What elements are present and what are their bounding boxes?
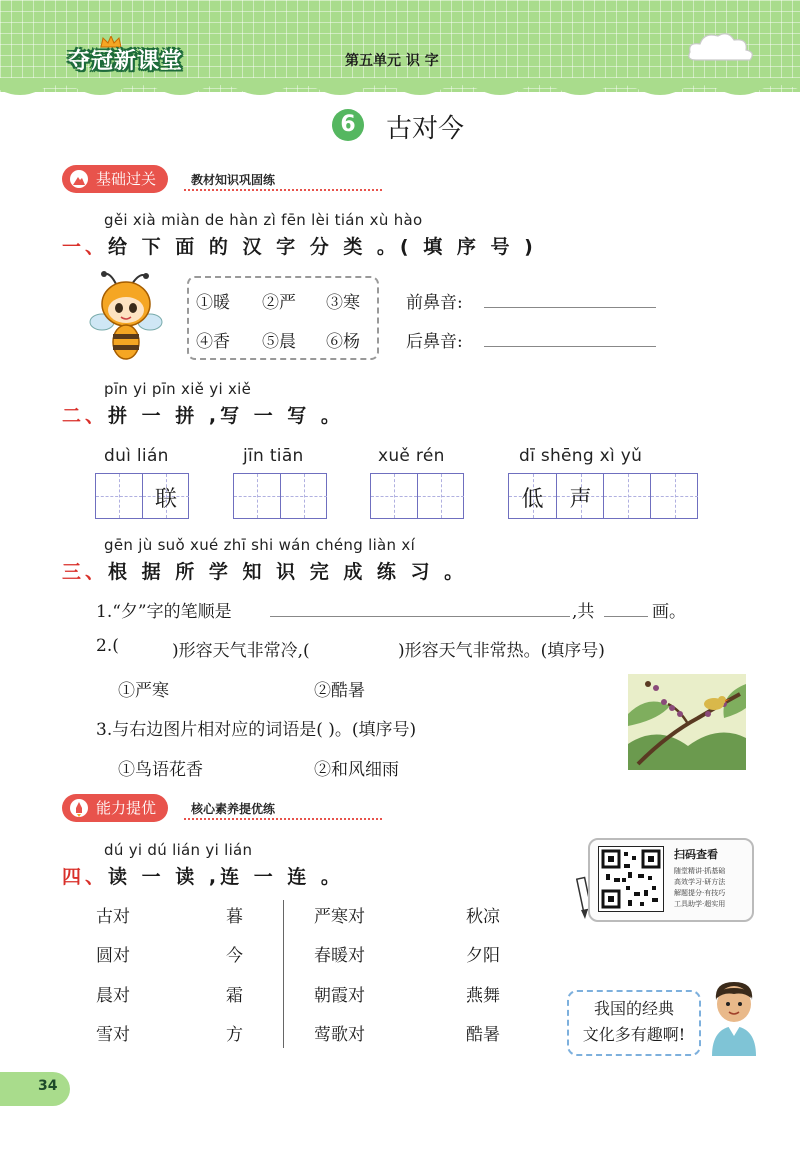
bird-on-branch-picture [628, 674, 746, 770]
q3-title [62, 557, 467, 584]
match-left-item[interactable]: 莺歌对 [314, 1025, 365, 1045]
rocket-icon [70, 799, 88, 817]
q2-group4-pinyin: dī shēng xì yǔ [519, 446, 643, 466]
qr-label: 扫码查看 [674, 848, 718, 861]
q3-item3-option1: ①鸟语花香 [118, 760, 203, 780]
q4-pinyin: dú yi dú lián yi lián [104, 841, 253, 859]
lesson-number-badge: 6 [332, 109, 364, 141]
section-badge-label: 能力提优 [96, 799, 157, 817]
match-right-item[interactable]: 今 [226, 946, 243, 966]
speech-line-2: 文化多有趣啊! [582, 1025, 686, 1044]
qr-feature: 随堂精讲·抓基础 [674, 867, 726, 875]
lesson-title: 古对今 [386, 114, 465, 144]
cloud-icon [686, 30, 756, 64]
section-subtitle: 教材知识巩固练 [191, 173, 276, 187]
q3-item3-text: 3.与右边图片相对应的词语是( )。(填序号) [96, 720, 417, 740]
q2-number: 二、 [62, 405, 109, 427]
match-left-item[interactable]: 晨对 [96, 986, 130, 1006]
q3-item2-option2: ②酷暑 [314, 681, 365, 701]
qr-code-card[interactable] [588, 838, 754, 922]
match-right-item[interactable]: 夕阳 [466, 946, 500, 966]
option-1: ①暖 [196, 293, 230, 313]
q2-group3-pinyin: xuě rén [378, 446, 445, 466]
writing-grid-3[interactable] [370, 473, 464, 519]
section-badge-advanced [62, 794, 168, 822]
q3-item2-end: )形容天气非常热。(填序号) [398, 641, 605, 661]
q3-item2-middle: )形容天气非常冷,( [172, 641, 310, 661]
qr-feature: 工具助学·超实用 [674, 900, 726, 908]
q3-number: 三、 [62, 561, 109, 583]
q3-item2-option1: ①严寒 [118, 681, 169, 701]
option-2: ②严 [262, 293, 296, 313]
bee-mascot-icon [88, 270, 164, 362]
q3-pinyin: gēn jù suǒ xué zhī shi wán chéng liàn xí [104, 536, 416, 554]
q2-title-text: 拼 一 拼 ,写 一 写 。 [108, 405, 344, 427]
given-char-sheng: 声 [569, 487, 592, 512]
q2-pinyin: pīn yi pīn xiě yi xiě [104, 380, 252, 398]
option-3: ③寒 [326, 293, 360, 313]
qr-feature: 高效学习·研方法 [674, 878, 726, 886]
q2-group1-pinyin: duì lián [104, 446, 169, 466]
q3-item2-start: 2.( [96, 636, 119, 656]
writing-grid-2[interactable] [233, 473, 327, 519]
match-left-item[interactable]: 雪对 [96, 1025, 130, 1045]
section-badge-basic [62, 165, 168, 193]
q3-item1-total: ,共 [572, 602, 595, 622]
match-right-item[interactable]: 方 [226, 1025, 243, 1045]
section-badge-label: 基础过关 [96, 170, 157, 188]
match-left-item[interactable]: 严寒对 [314, 907, 365, 927]
q3-item1-text: 1.“夕”字的笔顺是 [96, 602, 232, 622]
column-divider [283, 900, 284, 1048]
page-number: 34 [38, 1078, 58, 1094]
brand-logo: 夺冠新课堂 [68, 49, 184, 74]
q1-pinyin: gěi xià miàn de hàn zì fēn lèi tián xù hào [104, 211, 423, 229]
dotted-divider [184, 818, 382, 820]
match-left-item[interactable]: 朝霞对 [314, 986, 365, 1006]
boy-mascot-icon [704, 980, 764, 1056]
given-char-di: 低 [521, 487, 544, 512]
dotted-divider [184, 189, 382, 191]
match-left-item[interactable]: 春暖对 [314, 946, 365, 966]
mountain-icon [70, 170, 88, 188]
header-wave-edge [0, 78, 800, 100]
given-char-lian: 联 [154, 487, 177, 512]
writing-grid-4[interactable] [508, 473, 698, 519]
qr-code-icon[interactable] [598, 846, 664, 912]
match-right-item[interactable]: 燕舞 [466, 986, 500, 1006]
q3-item3-option2: ②和风细雨 [314, 760, 399, 780]
stroke-count-answer-line[interactable] [604, 616, 648, 617]
match-left-item[interactable]: 圆对 [96, 946, 130, 966]
qr-feature: 解题提分·有技巧 [674, 889, 726, 897]
q2-group2-pinyin: jīn tiān [243, 446, 304, 466]
q4-title-text: 读 一 读 ,连 一 连 。 [108, 866, 344, 888]
option-5: ⑤晨 [262, 332, 296, 352]
match-right-item[interactable]: 暮 [226, 907, 243, 927]
match-right-item[interactable]: 秋凉 [466, 907, 500, 927]
speech-bubble [567, 990, 701, 1056]
q3-title-text: 根 据 所 学 知 识 完 成 练 习 。 [108, 561, 468, 583]
front-nasal-label: 前鼻音: [406, 293, 463, 313]
q1-title-text: 给 下 面 的 汉 字 分 类 。( 填 序 号 ) [108, 236, 537, 258]
q2-title [62, 401, 344, 428]
speech-line-1: 我国的经典 [593, 999, 674, 1018]
match-left-item[interactable]: 古对 [96, 907, 130, 927]
match-right-item[interactable]: 酷暑 [466, 1025, 500, 1045]
stroke-order-answer-line[interactable] [270, 616, 570, 617]
option-6: ⑥杨 [326, 332, 360, 352]
section-subtitle: 核心素养提优练 [191, 802, 276, 816]
q4-number: 四、 [62, 866, 109, 888]
front-nasal-answer-line[interactable] [484, 307, 656, 308]
q1-title [62, 232, 537, 259]
q3-item1-unit: 画。 [652, 602, 686, 622]
page-number-tab [0, 1072, 70, 1106]
back-nasal-answer-line[interactable] [484, 346, 656, 347]
writing-grid-1[interactable] [95, 473, 189, 519]
option-4: ④香 [196, 332, 230, 352]
q4-title [62, 862, 344, 889]
match-right-item[interactable]: 霜 [226, 986, 243, 1006]
unit-title: 第五单元 识 字 [345, 53, 439, 69]
back-nasal-label: 后鼻音: [406, 332, 463, 352]
q1-number: 一、 [62, 236, 109, 258]
